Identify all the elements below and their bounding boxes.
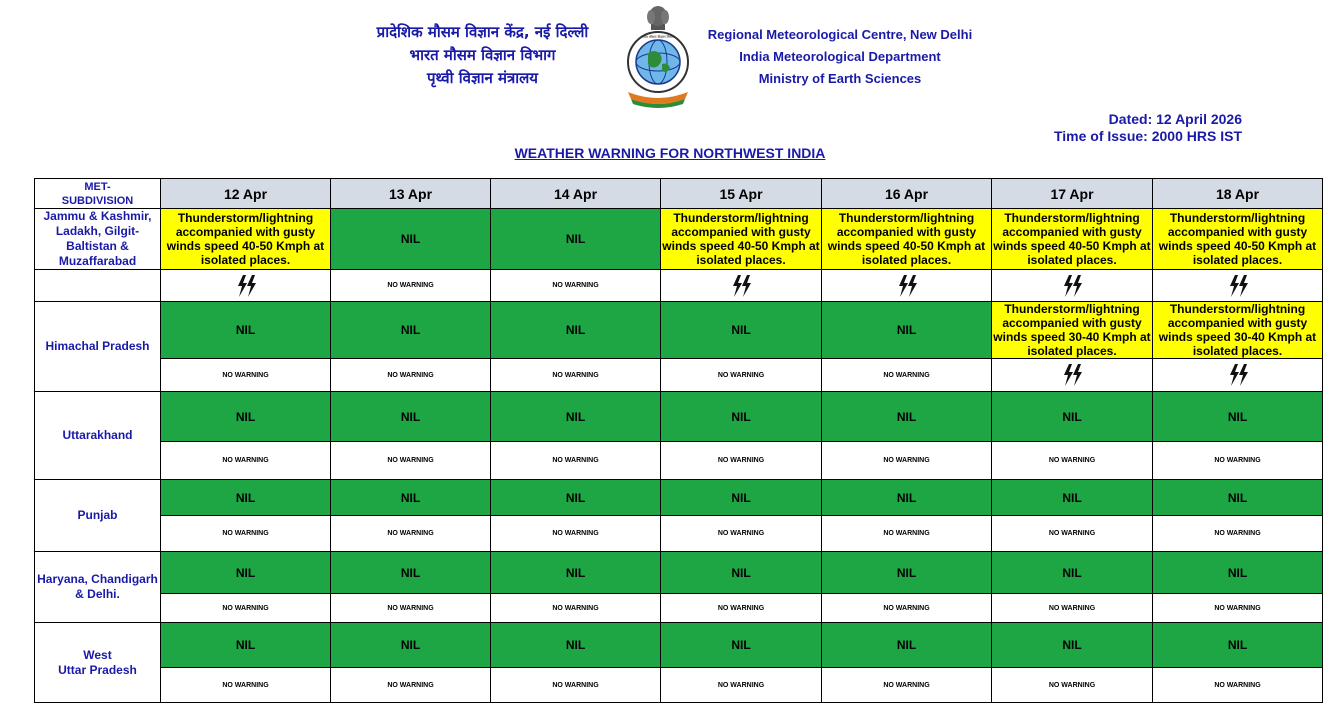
day-header-4: 15 Apr — [661, 179, 822, 209]
subdivision-west-uttar-pradesh: West Uttar Pradesh — [35, 623, 161, 703]
subdivision-haryana-chandigarh-delhi: Haryana, Chandigarh & Delhi. — [35, 552, 161, 623]
no-warning-label: NO WARNING — [822, 359, 992, 392]
no-warning-label: NO WARNING — [491, 270, 661, 302]
table-row — [35, 668, 1323, 703]
thunderstorm-icon-cell — [992, 270, 1153, 302]
warning-cell: NIL — [161, 552, 331, 594]
no-warning-label: NO WARNING — [491, 359, 661, 392]
time-of-issue-text: Time of Issue: 2000 HRS IST — [1053, 128, 1242, 144]
no-warning-label: NO WARNING — [1153, 516, 1323, 552]
no-warning-label: NO WARNING — [161, 668, 331, 703]
dated-text: Dated: 12 April 2026 — [1108, 111, 1242, 127]
table-row — [35, 209, 1323, 270]
english-header — [690, 24, 990, 90]
warning-cell: NIL — [491, 209, 661, 270]
warning-cell: NIL — [661, 480, 822, 516]
table-row — [35, 392, 1323, 442]
no-warning-label: NO WARNING — [1153, 442, 1323, 480]
warning-cell: NIL — [331, 302, 491, 359]
lightning-icon — [1059, 363, 1085, 387]
no-warning-label: NO WARNING — [661, 442, 822, 480]
warning-cell: NIL — [661, 623, 822, 668]
subdivision-punjab: Punjab — [35, 480, 161, 552]
no-warning-label: NO WARNING — [992, 594, 1153, 623]
warning-cell: NIL — [161, 623, 331, 668]
warning-cell: NIL — [331, 480, 491, 516]
table-row — [35, 480, 1323, 516]
warning-cell: NIL — [161, 392, 331, 442]
warning-cell: NIL — [992, 623, 1153, 668]
issue-info — [1000, 111, 1242, 145]
no-warning-label: NO WARNING — [491, 594, 661, 623]
table-row — [35, 594, 1323, 623]
day-header-2: 13 Apr — [331, 179, 491, 209]
day-header-row — [35, 179, 1323, 209]
hindi-header — [345, 22, 620, 91]
no-warning-label: NO WARNING — [1153, 594, 1323, 623]
no-warning-label: NO WARNING — [161, 359, 331, 392]
no-warning-label: NO WARNING — [992, 442, 1153, 480]
day-header-6: 17 Apr — [992, 179, 1153, 209]
warning-cell: NIL — [331, 209, 491, 270]
warning-cell: NIL — [661, 552, 822, 594]
no-warning-label: NO WARNING — [661, 594, 822, 623]
warning-cell: NIL — [491, 552, 661, 594]
english-line-3: Ministry of Earth Sciences — [758, 71, 922, 86]
no-warning-label: NO WARNING — [331, 442, 491, 480]
no-warning-label: NO WARNING — [161, 442, 331, 480]
lightning-icon — [233, 274, 259, 298]
warning-cell: NIL — [491, 302, 661, 359]
warning-cell: Thunderstorm/lightning accompanied with gusty winds speed 40-50 Kmph at isolated places. — [822, 209, 992, 270]
thunderstorm-icon-cell — [161, 270, 331, 302]
imd-emblem-icon — [622, 4, 694, 108]
no-warning-label: NO WARNING — [331, 594, 491, 623]
subdivision-jammu-kashmir: Jammu & Kashmir, Ladakh, Gilgit-Baltistan & Muzaffarabad — [35, 209, 161, 270]
warning-cell: NIL — [992, 480, 1153, 516]
no-warning-label: NO WARNING — [992, 668, 1153, 703]
no-warning-label: NO WARNING — [822, 668, 992, 703]
thunderstorm-icon-cell — [992, 359, 1153, 392]
warning-cell: NIL — [661, 392, 822, 442]
day-header-3: 14 Apr — [491, 179, 661, 209]
warning-cell: NIL — [822, 480, 992, 516]
thunderstorm-icon-cell — [661, 270, 822, 302]
warning-cell: NIL — [491, 392, 661, 442]
day-header-7: 18 Apr — [1153, 179, 1323, 209]
subdivision-himachal-pradesh: Himachal Pradesh — [35, 302, 161, 392]
no-warning-label: NO WARNING — [661, 516, 822, 552]
page-title: WEATHER WARNING FOR NORTHWEST INDIA — [514, 145, 826, 161]
warning-cell: Thunderstorm/lightning accompanied with gusty winds speed 40-50 Kmph at isolated places. — [992, 209, 1153, 270]
warning-cell: NIL — [661, 302, 822, 359]
warning-cell: NIL — [1153, 480, 1323, 516]
warning-cell: NIL — [1153, 623, 1323, 668]
hindi-line-1: प्रादेशिक मौसम विज्ञान केंद्र, नई दिल्ली — [376, 23, 589, 41]
subdivision-uttarakhand: Uttarakhand — [35, 392, 161, 480]
thunderstorm-icon-cell — [1153, 359, 1323, 392]
warning-cell: NIL — [992, 552, 1153, 594]
no-warning-label: NO WARNING — [161, 516, 331, 552]
table-row — [35, 516, 1323, 552]
met-subdivision-header: MET- SUBDIVISION — [35, 179, 161, 209]
hindi-line-3: पृथ्वी विज्ञान मंत्रालय — [426, 69, 539, 87]
no-warning-label: NO WARNING — [992, 516, 1153, 552]
no-warning-label: NO WARNING — [331, 516, 491, 552]
warning-cell: NIL — [1153, 392, 1323, 442]
no-warning-label: NO WARNING — [491, 442, 661, 480]
warning-cell: NIL — [822, 302, 992, 359]
no-warning-label: NO WARNING — [161, 594, 331, 623]
no-warning-label: NO WARNING — [331, 359, 491, 392]
warning-cell: Thunderstorm/lightning accompanied with gusty winds speed 40-50 Kmph at isolated places. — [161, 209, 331, 270]
warning-cell: Thunderstorm/lightning accompanied with gusty winds speed 40-50 Kmph at isolated places. — [1153, 209, 1323, 270]
warning-cell: NIL — [331, 552, 491, 594]
warning-cell: NIL — [822, 392, 992, 442]
table-row — [35, 270, 1323, 302]
no-warning-label: NO WARNING — [331, 668, 491, 703]
no-warning-label: NO WARNING — [661, 668, 822, 703]
warning-cell: Thunderstorm/lightning accompanied with gusty winds speed 30-40 Kmph at isolated places. — [993, 302, 1151, 358]
no-warning-label: NO WARNING — [661, 359, 822, 392]
table-row — [35, 302, 1323, 359]
thunderstorm-icon-cell — [1153, 270, 1323, 302]
warning-table — [34, 178, 1323, 703]
table-row — [35, 359, 1323, 392]
lightning-icon — [1059, 274, 1085, 298]
day-header-5: 16 Apr — [822, 179, 992, 209]
warning-cell: Thunderstorm/lightning accompanied with gusty winds speed 30-40 Kmph at isolated places. — [1153, 302, 1323, 359]
thunderstorm-icon-cell — [822, 270, 992, 302]
warning-cell: NIL — [161, 302, 331, 359]
warning-cell: NIL — [822, 552, 992, 594]
no-warning-label: NO WARNING — [1153, 668, 1323, 703]
warning-cell: NIL — [331, 623, 491, 668]
blank-cell — [35, 270, 161, 302]
no-warning-label: NO WARNING — [822, 594, 992, 623]
warning-cell: NIL — [491, 623, 661, 668]
day-header-1: 12 Apr — [161, 179, 331, 209]
lightning-icon — [1225, 274, 1251, 298]
no-warning-label: NO WARNING — [491, 668, 661, 703]
emblem-caption: भारत मौसम विज्ञान विभाग — [641, 35, 675, 39]
warning-cell: NIL — [491, 480, 661, 516]
english-line-1: Regional Meteorological Centre, New Delhi — [707, 27, 973, 42]
warning-cell: NIL — [822, 623, 992, 668]
table-row — [35, 552, 1323, 594]
hindi-line-2: भारत मौसम विज्ञान विभाग — [409, 46, 556, 64]
warning-cell: NIL — [992, 392, 1153, 442]
warning-cell: Thunderstorm/lightning accompanied with gusty winds speed 40-50 Kmph at isolated places. — [661, 209, 822, 270]
warning-cell: NIL — [161, 480, 331, 516]
lightning-icon — [894, 274, 920, 298]
warning-cell: NIL — [1153, 552, 1323, 594]
table-row — [35, 623, 1323, 668]
table-row — [35, 442, 1323, 480]
no-warning-label: NO WARNING — [822, 442, 992, 480]
no-warning-label: NO WARNING — [331, 270, 491, 302]
lightning-icon — [1225, 363, 1251, 387]
warning-cell: NIL — [331, 392, 491, 442]
no-warning-label: NO WARNING — [822, 516, 992, 552]
lightning-icon — [728, 274, 754, 298]
english-line-2: India Meteorological Department — [739, 49, 941, 64]
no-warning-label: NO WARNING — [491, 516, 661, 552]
